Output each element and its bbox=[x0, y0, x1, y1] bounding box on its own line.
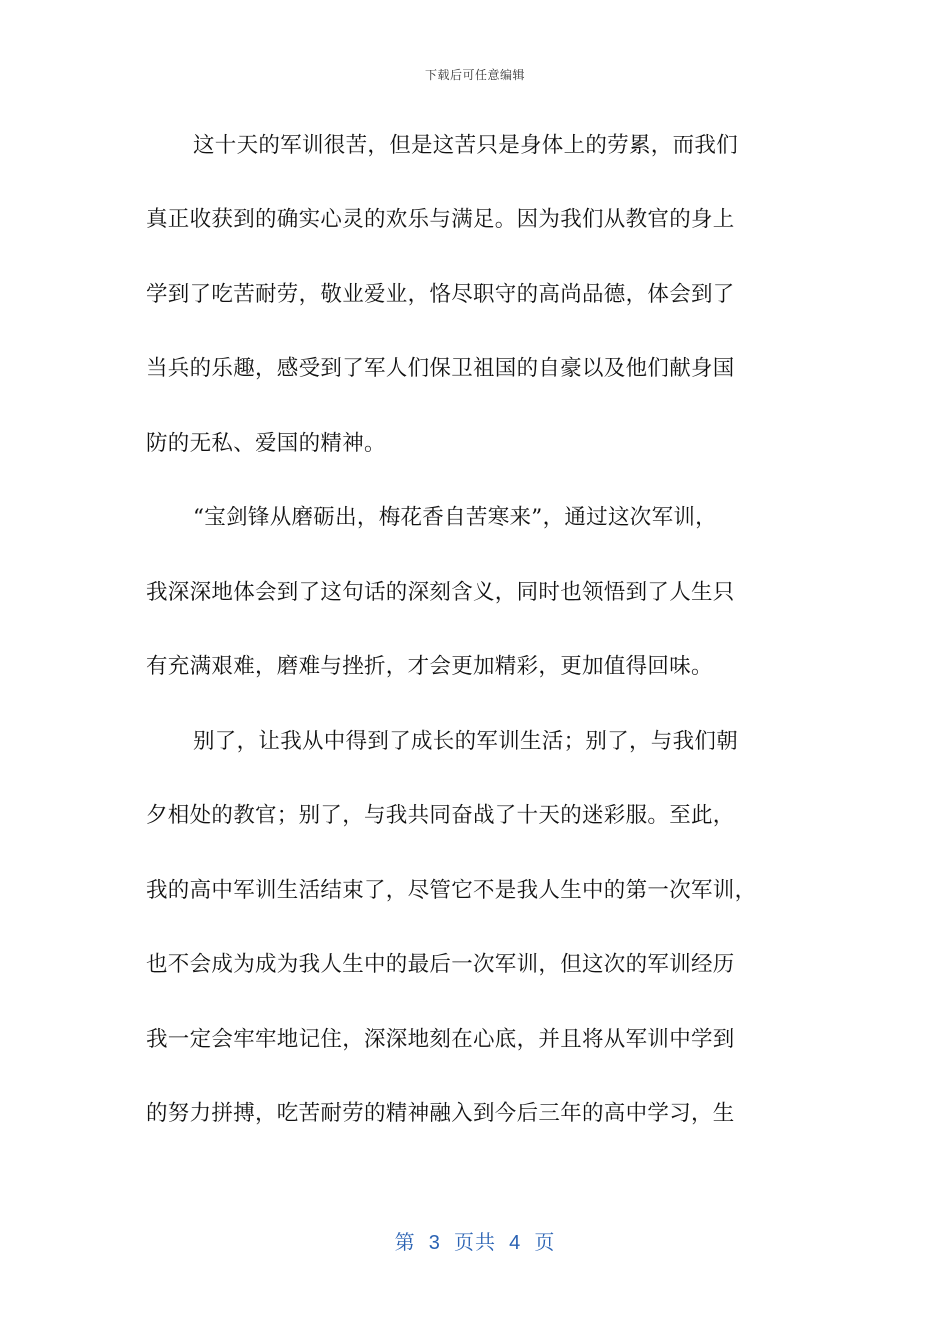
text-line: 的努力拼搏，吃苦耐劳的精神融入到今后三年的高中学习，生 bbox=[146, 1101, 735, 1126]
text-line: 当兵的乐趣，感受到了军人们保卫祖国的自豪以及他们献身国 bbox=[146, 356, 735, 381]
text-line: 别了，让我从中得到了成长的军训生活；别了，与我们朝 bbox=[193, 729, 739, 754]
text-line: 有充满艰难，磨难与挫折，才会更加精彩，更加值得回味。 bbox=[146, 654, 713, 679]
text-line: 我一定会牢牢地记住，深深地刻在心底，并且将从军训中学到 bbox=[146, 1027, 735, 1052]
text-line: 也不会成为成为我人生中的最后一次军训，但这次的军训经历 bbox=[146, 952, 735, 977]
text-line: 这十天的军训很苦，但是这苦只是身体上的劳累，而我们 bbox=[193, 133, 739, 158]
text-line: 我深深地体会到了这句话的深刻含义，同时也领悟到了人生只 bbox=[146, 580, 735, 605]
page-header: 下载后可任意编辑 bbox=[424, 68, 525, 82]
text-line: 真正收获到的确实心灵的欢乐与满足。因为我们从教官的身上 bbox=[146, 207, 735, 232]
text-line: 学到了吃苦耐劳，敬业爱业，恪尽职守的高尚品德，体会到了 bbox=[146, 282, 735, 307]
page-number-footer: 第 3 页共 4 页 bbox=[394, 1232, 556, 1254]
text-line: 夕相处的教官；别了，与我共同奋战了十天的迷彩服。至此， bbox=[146, 803, 735, 828]
text-line: “宝剑锋从磨砺出，梅花香自苦寒来”，通过这次军训， bbox=[193, 505, 717, 530]
text-line: 我的高中军训生活结束了，尽管它不是我人生中的第一次军训， bbox=[146, 878, 757, 903]
text-line: 防的无私、爱国的精神。 bbox=[146, 431, 386, 456]
